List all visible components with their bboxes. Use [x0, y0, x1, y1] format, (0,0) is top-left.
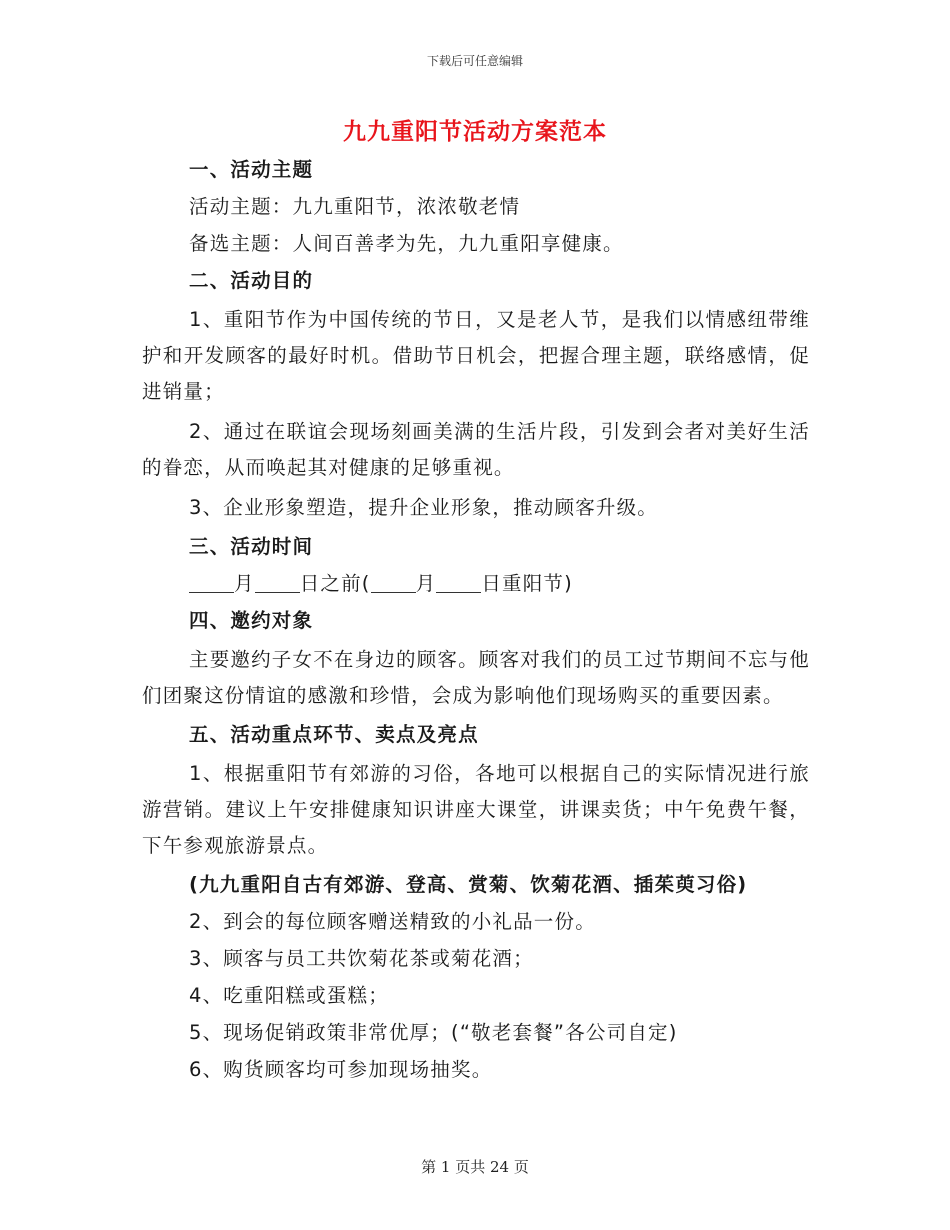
- time-text-3: 月: [415, 572, 437, 595]
- section-heading-theme: 一、活动主题: [189, 158, 314, 181]
- section-heading-time: 三、活动时间: [189, 535, 314, 558]
- highlights-item-5: 5、现场促销政策非常优厚；(“敬老套餐”各公司自定): [189, 1021, 678, 1044]
- blank-day-1: [255, 570, 300, 593]
- highlights-item-6: 6、购货顾客均可参加现场抽奖。: [189, 1058, 493, 1081]
- document-title: 九九重阳节活动方案范本: [343, 119, 607, 145]
- time-text-1: 月: [234, 572, 255, 595]
- section-heading-invitees: 四、邀约对象: [189, 609, 314, 632]
- highlights-custom-note: (九九重阳自古有郊游、登高、赏菊、饮菊花酒、插茱萸习俗): [189, 873, 748, 896]
- time-line: [189, 567, 810, 601]
- section-heading-highlights: 五、活动重点环节、卖点及亮点: [189, 723, 479, 746]
- theme-alternate-line: 备选主题：人间百善孝为先，九九重阳享健康。: [189, 232, 624, 255]
- blank-day-2: [436, 570, 481, 593]
- highlights-paragraph-1: 1、根据重阳节有郊游的习俗，各地可以根据自己的实际情况进行旅游营销。建议上午安排健康知识讲座大课堂，讲课卖货；中午免费午餐，下午参观旅游景点。: [142, 762, 810, 857]
- highlights-item-2: 2、到会的每位顾客赠送精致的小礼品一份。: [189, 910, 596, 933]
- theme-main-line: 活动主题：九九重阳节，浓浓敬老情: [189, 195, 521, 218]
- purpose-paragraph-1: 1、重阳节作为中国传统的节日，又是老人节，是我们以情感纽带维护和开发顾客的最好时机。借助节日机会，把握合理主题，联络感情，促进销量；: [142, 308, 810, 403]
- section-heading-purpose: 二、活动目的: [189, 269, 314, 292]
- purpose-paragraph-3: 3、企业形象塑造，提升企业形象，推动顾客升级。: [189, 496, 659, 519]
- purpose-paragraph-2: 2、通过在联谊会现场刻画美满的生活片段，引发到会者对美好生活的眷恋，从而唤起其对健康的足够重视。: [142, 420, 810, 479]
- highlights-item-4: 4、吃重阳糕或蛋糕；: [189, 984, 389, 1007]
- highlights-item-3: 3、顾客与员工共饮菊花茶或菊花酒；: [189, 947, 534, 970]
- blank-month-1: [189, 570, 234, 593]
- header-note: 下载后可任意编辑: [426, 54, 523, 68]
- time-text-2: 日之前(: [299, 572, 371, 595]
- invitees-paragraph: 主要邀约子女不在身边的顾客。顾客对我们的员工过节期间不忘与他们团聚这份情谊的感激和珍惜，会成为影响他们现场购买的重要因素。: [142, 648, 811, 707]
- document-body: [142, 150, 810, 1090]
- blank-month-2: [371, 570, 416, 593]
- time-text-4: 日重阳节): [481, 572, 573, 595]
- page-footer: 第 1 页共 24 页: [421, 1158, 529, 1176]
